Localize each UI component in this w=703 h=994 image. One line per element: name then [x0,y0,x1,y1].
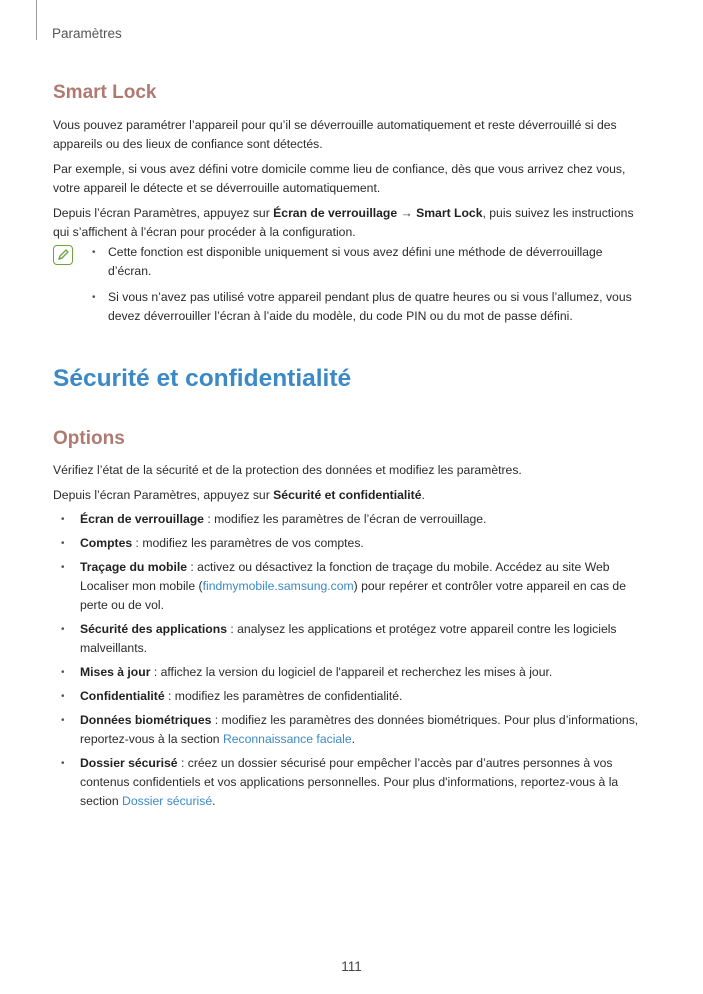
text: , puis suivez les instructions qui s’affichent à l’écran pour procéder à la configuration. [53,206,634,239]
smart-lock-paragraph-1: Vous pouvez paramétrer l’appareil pour qu’il se déverrouille automatiquement et reste déverrouillé si des appareils ou des lieux de confiance sont détectés. [53,118,617,151]
options-heading: Options [53,428,125,449]
item-term: Mises à jour [80,665,151,679]
smart-lock-body [53,116,648,248]
face-recognition-link[interactable]: Reconnaissance faciale [222,732,352,746]
item-text: : activez ou désactivez la fonction de traçage du mobile. Accédez au site Web Localiser mon mobile ( [80,560,610,593]
item-text: : modifiez les paramètres des données biométriques. Pour plus d’informations, reportez-vous à la section [80,713,639,746]
item-term: Dossier sécurisé [80,756,178,770]
item-term: Données biométriques [80,713,212,727]
item-term: Comptes [80,536,133,550]
header-divider [36,0,37,40]
text: . [421,488,425,502]
secure-folder-link[interactable]: Dossier sécurisé [122,794,213,808]
note-list [86,243,646,333]
list-item [53,711,648,749]
list-item [53,510,648,529]
item-text: . [212,794,216,808]
item-term: Écran de verrouillage [80,512,204,526]
item-text: . [351,732,356,746]
list-item [53,534,648,553]
item-term: Confidentialité [80,689,165,703]
item-text: : modifiez les paramètres de confidentialité. [164,689,403,703]
item-text: : analysez les applications et protégez votre appareil contre les logiciels malveillants. [80,622,617,655]
text: Depuis l’écran Paramètres, appuyez sur [53,206,274,220]
options-intro [53,461,648,511]
item-term: Sécurité des applications [80,622,227,636]
list-item [53,754,648,811]
note-item: • Cette fonction est disponible uniquement si vous avez défini une méthode de déverrouillage d’écran. [86,243,646,281]
smart-lock-paragraph-2: Par exemple, si vous avez défini votre domicile comme lieu de confiance, dès que vous arrivez chez vous, votre appareil le détecte et se déverrouille automatiquement. [53,162,626,195]
item-text: ) pour repérer et contrôler votre appareil en cas de perte ou de vol. [80,579,626,612]
note-pencil-icon [53,245,73,265]
options-intro-paragraph: Vérifiez l’état de la sécurité et de la protection des données et modifiez les paramètres. [53,463,522,477]
note-item: • Si vous n’avez pas utilisé votre appareil pendant plus de quatre heures ou si vous l’allumez, vous devez déverrouiller l’écran à l’aide du modèle, du code PIN ou du mot de passe défini. [86,288,646,326]
item-text: : créez un dossier sécurisé pour empêcher l’accès par d’autres personnes à vos contenus confidentiels et vos applications personnelles. Pour plus d'informations, reportez-vous à la section [80,756,619,808]
options-list [53,510,648,816]
list-item [53,663,648,682]
item-text: : affichez la version du logiciel de l'appareil et recherchez les mises à jour. [150,665,553,679]
section-title: Sécurité et confidentialité [53,365,352,392]
menu-path-lock-screen: Écran de verrouillage [273,206,398,220]
item-text: : modifiez les paramètres de vos comptes. [132,536,364,550]
arrow: → [397,206,417,220]
smart-lock-paragraph-3 [53,204,648,242]
menu-path-smart-lock: Smart Lock [416,206,483,220]
text: Depuis l’écran Paramètres, appuyez sur [53,488,274,502]
smart-lock-heading: Smart Lock [53,82,157,103]
menu-path-security: Sécurité et confidentialité [273,488,422,502]
findmymobile-link[interactable]: findmymobile.samsung.com [202,579,354,593]
page-header-title: Paramètres [52,26,122,41]
page-number: 111 [341,959,362,974]
item-term: Traçage du mobile [80,560,188,574]
options-path-paragraph [53,486,648,505]
list-item [53,620,648,658]
list-item [53,687,648,706]
list-item [53,558,648,615]
item-text: : modifiez les paramètres de l’écran de verrouillage. [203,512,487,526]
